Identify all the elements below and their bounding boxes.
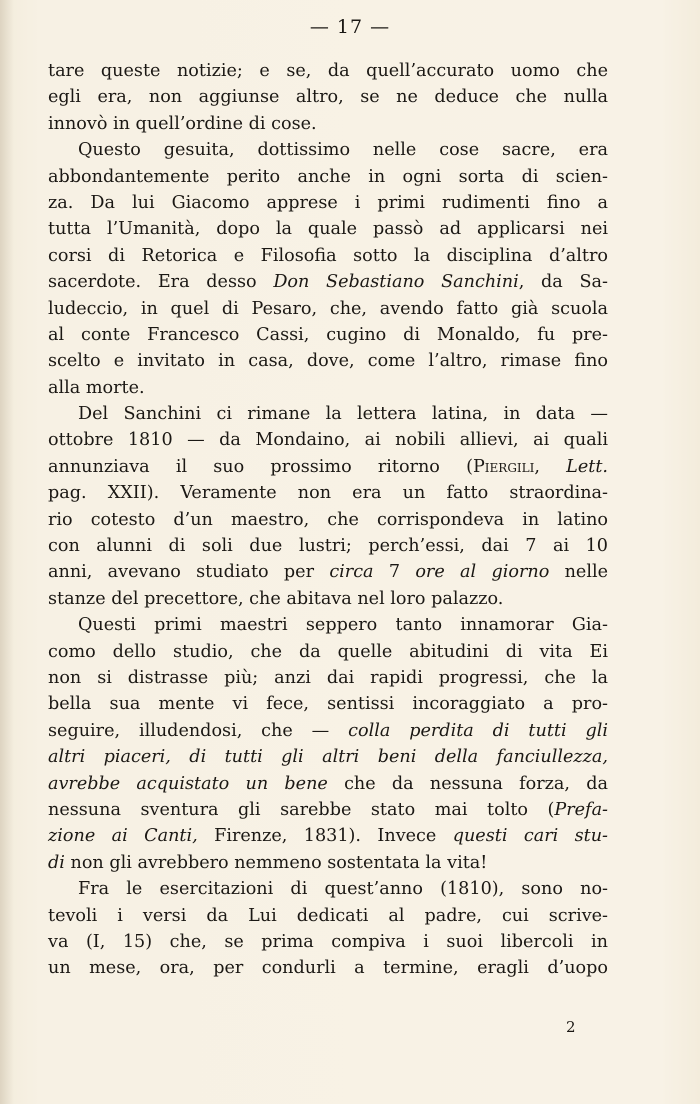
text-line	[48, 771, 608, 797]
body-text	[48, 58, 608, 982]
italic-text: circa	[329, 562, 374, 583]
text-line	[48, 401, 608, 427]
text-line	[48, 111, 608, 137]
text-line	[48, 823, 608, 849]
line-text: ottobre 1810 — da Mondaino, ai nobili allievi, ai quali	[48, 430, 608, 451]
text-line	[48, 164, 608, 190]
italic-text: questi cari stu-	[452, 826, 609, 847]
text-line	[48, 559, 608, 585]
text-line	[48, 691, 608, 717]
text-line	[48, 797, 608, 823]
line-text: nessuna sventura gli sarebbe stato mai tolto (	[48, 799, 555, 820]
line-text: corsi di Retorica e Filosofia sotto la disciplina d’altro	[48, 245, 608, 266]
text-line	[48, 348, 608, 374]
text-line	[48, 216, 608, 242]
line-text: egli era, non aggiunse altro, se ne deduce che nulla	[48, 87, 608, 108]
text-line	[48, 427, 608, 453]
italic-text: altri piaceri, di tutti gli altri beni della fanciullezza,	[48, 747, 608, 768]
line-text: con alunni di soli due lustri; perch’essi, dai 7 ai 10	[48, 536, 608, 557]
italic-text: Don Sebastiano Sanchini	[273, 272, 519, 293]
text-line	[48, 744, 608, 770]
signature-mark: 2	[566, 1018, 576, 1036]
text-line	[48, 850, 608, 876]
line-text: innovò in quell’ordine di cose.	[48, 113, 317, 134]
italic-text: di	[48, 852, 65, 873]
line-text: Fra le esercitazioni di quest’anno (1810), sono no-	[78, 879, 608, 900]
text-line	[48, 507, 608, 533]
line-text: 7	[373, 562, 416, 583]
text-line	[48, 665, 608, 691]
line-text: scelto e invitato in casa, dove, come l’altro, rimase fino	[48, 351, 608, 372]
italic-text: colla perdita di tutti gli	[348, 720, 608, 741]
line-text: al conte Francesco Cassi, cugino di Monaldo, fu pre-	[48, 324, 608, 345]
line-text: va (I, 15) che, se prima compiva i suoi libercoli in	[48, 931, 608, 952]
line-text: nelle	[549, 562, 608, 583]
line-text: pag. XXII). Veramente non era un fatto straordina-	[48, 483, 608, 504]
line-text: che da nessuna forza, da	[327, 773, 608, 794]
text-line	[48, 876, 608, 902]
line-text: Firenze, 1831). Invece	[197, 826, 453, 847]
line-text: un mese, ora, per condurli a termine, eragli d’uopo	[48, 958, 608, 979]
text-line	[48, 639, 608, 665]
italic-text: Prefa-	[554, 799, 608, 820]
line-text: non si distrasse più; anzi dai rapidi progressi, che la	[48, 667, 608, 688]
line-text: tutta l’Umanità, dopo la quale passò ad applicarsi nei	[48, 219, 608, 240]
text-line	[48, 929, 608, 955]
line-text: , da Sa-	[518, 272, 608, 293]
text-line	[48, 296, 608, 322]
text-line	[48, 586, 608, 612]
line-text: alla morte.	[48, 377, 145, 398]
line-text: bella sua mente vi fece, sentissi incoraggiato a pro-	[48, 694, 608, 715]
text-line	[48, 612, 608, 638]
line-text: Questo gesuita, dottissimo nelle cose sacre, era	[78, 140, 608, 161]
text-line	[48, 375, 608, 401]
text-line	[48, 454, 608, 480]
text-line	[48, 243, 608, 269]
text-line	[48, 269, 608, 295]
binding-shadow	[0, 0, 14, 1104]
text-line	[48, 533, 608, 559]
line-text: sacerdote. Era desso	[48, 272, 274, 293]
line-text: stanze del precettore, che abitava nel loro palazzo.	[48, 588, 504, 609]
text-line	[48, 190, 608, 216]
line-text: como dello studio, che da quelle abitudini di vita Ei	[48, 641, 608, 662]
italic-text: ore al giorno	[415, 562, 550, 583]
small-caps-text: Piergili	[472, 456, 535, 477]
text-line	[48, 84, 608, 110]
text-line	[48, 903, 608, 929]
line-text: non gli avrebbero nemmeno sostentata la vita!	[64, 852, 488, 873]
text-line	[48, 322, 608, 348]
text-line	[48, 480, 608, 506]
italic-text: zione ai Canti,	[48, 826, 198, 847]
text-line	[48, 137, 608, 163]
line-text: annunziava il suo prossimo ritorno (	[48, 456, 473, 477]
text-line	[48, 955, 608, 981]
italic-text: avrebbe acquistato un bene	[48, 773, 328, 794]
text-line	[48, 718, 608, 744]
line-text: anni, avevano studiato per	[48, 562, 330, 583]
line-text: za. Da lui Giacomo apprese i primi rudimenti fino a	[48, 192, 608, 213]
line-text: Questi primi maestri seppero tanto innamorar Gia-	[78, 615, 608, 636]
line-text: rio cotesto d’un maestro, che corrispondeva in latino	[48, 509, 608, 530]
italic-text: Lett.	[566, 456, 608, 477]
line-text: seguire, illudendosi, che —	[48, 720, 349, 741]
line-text: tevoli i versi da Lui dedicati al padre, cui scrive-	[48, 905, 608, 926]
line-text: tare queste notizie; e se, da quell’accurato uomo che	[48, 61, 608, 81]
line-text: Del Sanchini ci rimane la lettera latina, in data —	[78, 404, 608, 425]
line-text: ludeccio, in quel di Pesaro, che, avendo fatto già scuola	[48, 298, 608, 319]
line-text: abbondantemente perito anche in ogni sorta di scien-	[48, 166, 608, 187]
text-line	[48, 58, 608, 84]
page-number-header: — 17 —	[309, 16, 391, 38]
line-text: ,	[534, 456, 567, 477]
